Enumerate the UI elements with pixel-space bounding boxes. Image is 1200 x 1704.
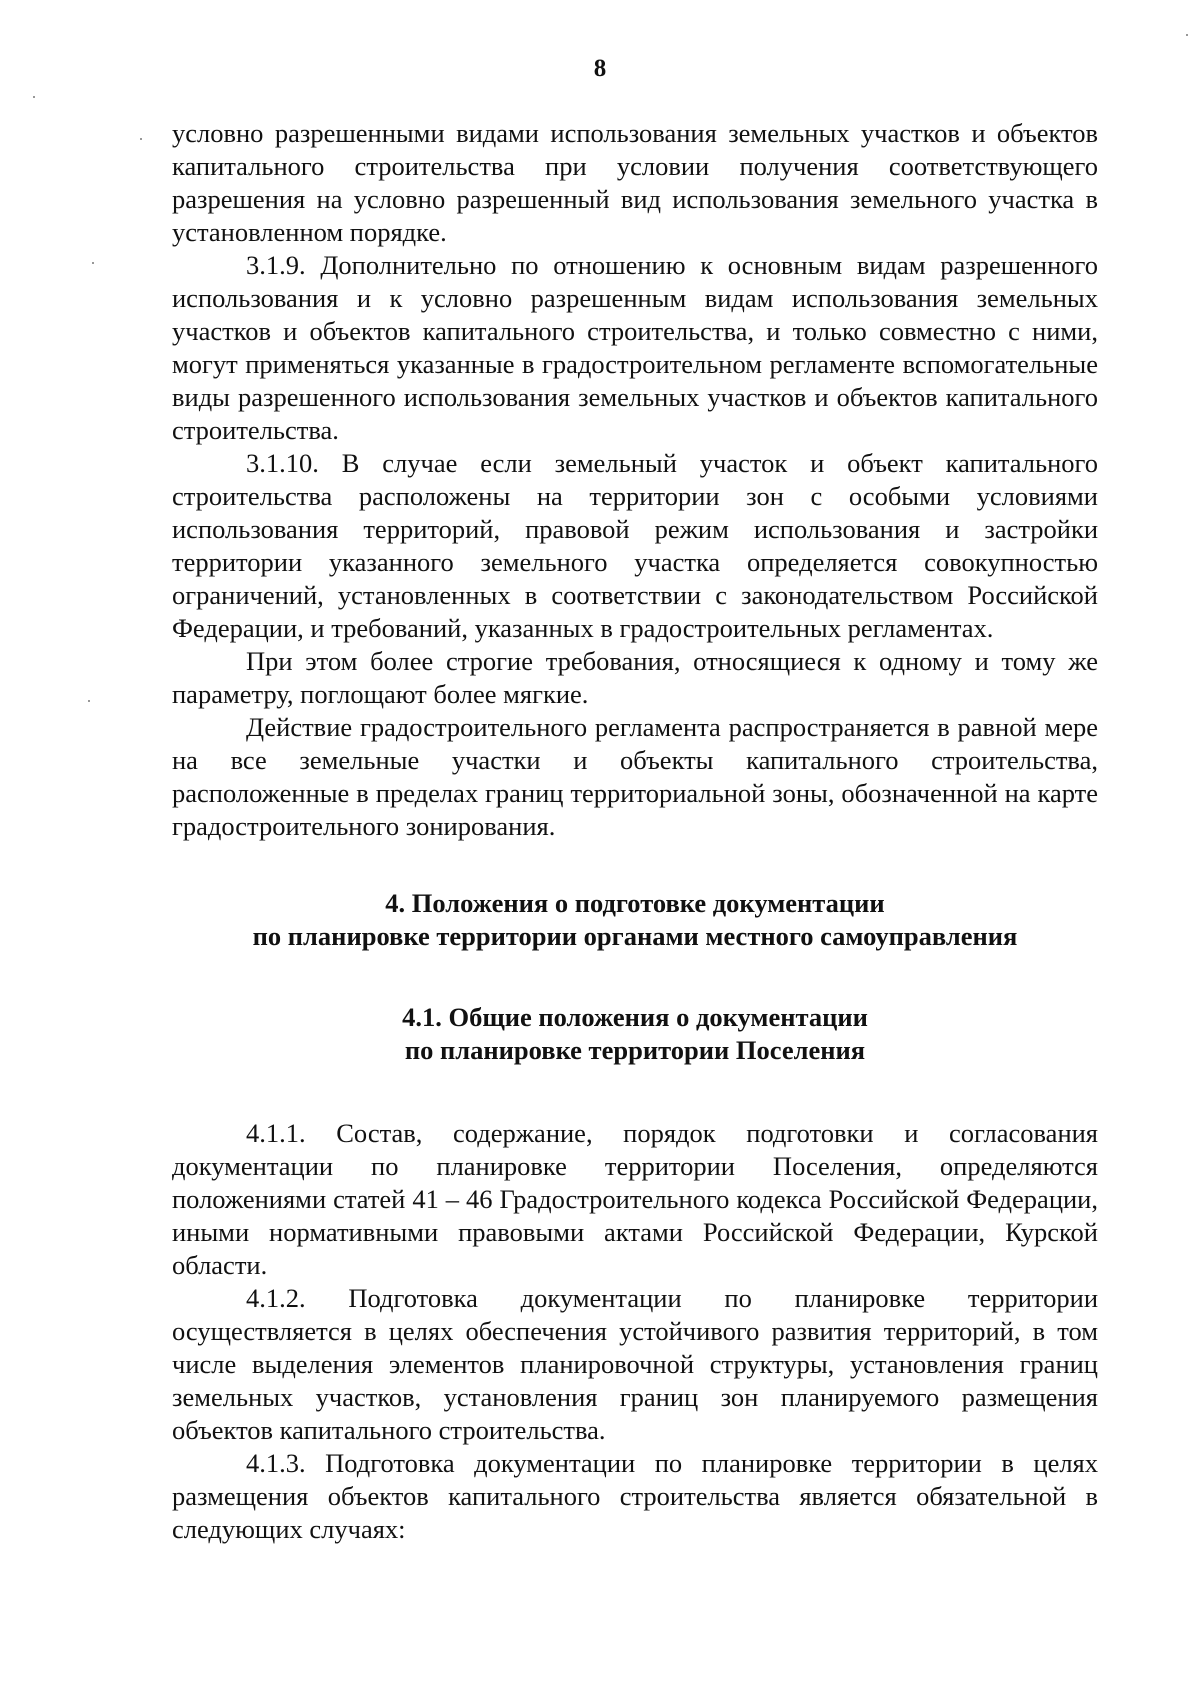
paragraph-4-1-1: 4.1.1. Состав, содержание, порядок подготовки и согласования документации по планировке территории Поселения, определяются положениями статей 41 – 46 Градостроительного кодекса Российской Федерации, иными нормативными правовыми актами Российской Федерации, Курской области. xyxy=(172,1118,1098,1280)
scan-speck xyxy=(88,700,90,702)
paragraph-3-1-10: 3.1.10. В случае если земельный участок и объект капитального строительства расположены на территории зон с особыми условиями использования территорий, правовой режим использования и застройки территории указанного земельного участка определяется совокупностью ограничений, установленных в соответствии с законодательством Российской Федерации, и требований, указанных в градостроительных регламентах. xyxy=(172,448,1098,643)
section-heading-line-2: по планировке территории органами местного самоуправления xyxy=(252,921,1018,951)
scan-speck xyxy=(92,262,94,264)
paragraph-3-1-9: 3.1.9. Дополнительно по отношению к основным видам разрешенного использования и к условно разрешенным видам использования земельных участков и объектов капитального строительства, и только совместно с ними, могут применяться указанные в градостроительном регламенте вспомогательные виды разрешенного использования земельных участков и объектов капитального строительства. xyxy=(172,250,1098,445)
subsection-heading-line-1: 4.1. Общие положения о документации xyxy=(402,1002,868,1032)
paragraph-strict-requirements: При этом более строгие требования, относящиеся к одному и тому же параметру, поглощают более мягкие. xyxy=(172,646,1098,709)
paragraph-4-1-2: 4.1.2. Подготовка документации по планировке территории осуществляется в целях обеспечения устойчивого развития территорий, в том числе выделения элементов планировочной структуры, установления границ земельных участков, установления границ зон планируемого размещения объектов капитального строительства. xyxy=(172,1283,1098,1445)
scan-speck xyxy=(33,96,35,98)
scan-speck xyxy=(1186,34,1188,36)
document-body xyxy=(172,117,1098,1546)
paragraph-4-1-3: 4.1.3. Подготовка документации по планировке территории в целях размещения объектов капитального строительства является обязательной в следующих случаях: xyxy=(172,1448,1098,1544)
section-heading-line-1: 4. Положения о подготовке документации xyxy=(385,888,885,918)
paragraph-regulation-scope: Действие градостроительного регламента распространяется в равной мере на все земельные участки и объекты капитального строительства, расположенные в пределах границ территориальной зоны, обозначенной на карте градостроительного зонирования. xyxy=(172,712,1098,841)
page-number: 8 xyxy=(593,55,607,82)
subsection-heading-line-2: по планировке территории Поселения xyxy=(404,1035,866,1065)
section-heading xyxy=(172,887,1098,953)
paragraph-continuation: условно разрешенными видами использования земельных участков и объектов капитального строительства при условии получения соответствующего разрешения на условно разрешенный вид использования земельного участка в установленном порядке. xyxy=(172,118,1098,247)
subsection-heading xyxy=(172,1001,1098,1067)
scan-speck xyxy=(140,138,142,140)
